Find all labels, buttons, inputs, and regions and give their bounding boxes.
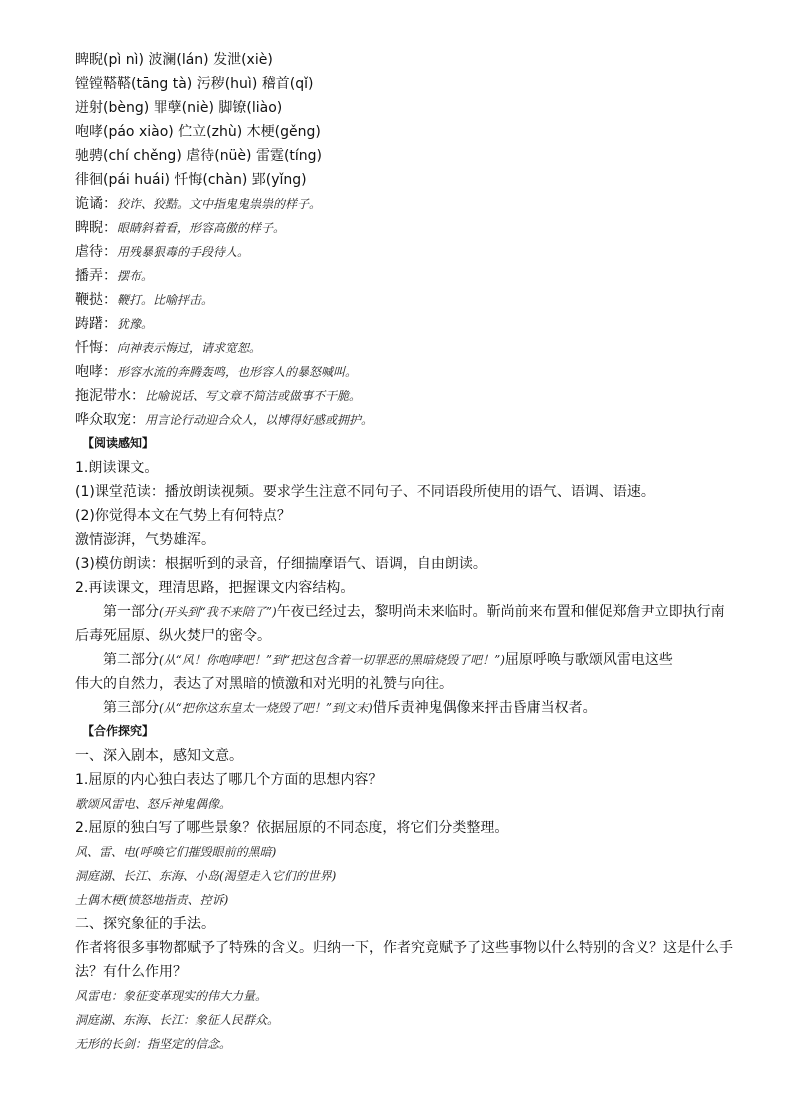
definition-text: 狡诈、狡黠。文中指鬼鬼祟祟的样子。 xyxy=(117,197,322,211)
answer-text: 风、雷、电(呼唤它们摧毁眼前的黑暗) xyxy=(75,845,277,859)
question-text: 1.屈原的内心独白表达了哪几个方面的思想内容？ xyxy=(75,772,383,788)
definition-text: 用残暴狠毒的手段待人。 xyxy=(117,245,250,259)
part-label: 第一部分 xyxy=(103,604,159,620)
question-text-continued: 法？有什么作用？ xyxy=(75,964,187,980)
part-range: (从“把你这东皇太一烧毁了吧！”到文末) xyxy=(159,701,373,715)
part-three xyxy=(103,699,597,717)
definition-text: 形容水流的奔腾轰鸣，也形容人的暴怒喊叫。 xyxy=(117,365,358,379)
answer-text: 土偶木梗(愤怒地指责、控诉) xyxy=(75,893,229,907)
definition-text: 比喻说话、写文章不简洁或做事不干脆。 xyxy=(145,389,362,403)
part-range: (从“风！你咆哮吧！”到“把这包含着一切罪恶的黑暗烧毁了吧！”) xyxy=(159,653,505,667)
definition-term: 睥睨： xyxy=(75,220,117,236)
answer-text: 风雷电：象征变革现实的伟大力量。 xyxy=(75,989,268,1003)
question-text: 1.朗读课文。 xyxy=(75,460,159,476)
answer-text: 歌颂风雷电、怒斥神鬼偶像。 xyxy=(75,797,232,811)
section-heading: 【阅读感知】 xyxy=(82,436,155,450)
definition-text: 犹豫。 xyxy=(117,317,154,331)
subsection-heading: 一、深入剧本，感知文意。 xyxy=(75,748,243,764)
answer-text: 洞庭湖、长江、东海、小岛(渴望走入它们的世界) xyxy=(75,869,337,883)
vocab-line: 睥睨(pì nì) 波澜(lán) 发泄(xiè) xyxy=(75,52,273,68)
section-heading: 【合作探究】 xyxy=(82,724,155,738)
definition-text: 向神表示悔过，请求宽恕。 xyxy=(117,341,262,355)
definition-term: 鞭挞： xyxy=(75,292,117,308)
definition-term: 咆哮： xyxy=(75,364,117,380)
definition-item xyxy=(75,363,357,381)
definition-term: 拖泥带水： xyxy=(75,388,145,404)
part-summary: 午夜已经过去，黎明尚未来临时。靳尚前来布置和催促郑詹尹立即执行南 xyxy=(276,604,725,620)
vocab-line: 驰骋(chí chěng) 虐待(nüè) 雷霆(tíng) xyxy=(75,148,323,164)
definition-item xyxy=(75,291,213,309)
definition-item xyxy=(75,411,373,429)
paragraph: (2)你觉得本文在气势上有何特点？ xyxy=(75,508,291,524)
definition-item xyxy=(75,387,361,405)
definition-item xyxy=(75,195,321,213)
part-two xyxy=(103,651,673,669)
paragraph: (1)课堂范读：播放朗读视频。要求学生注意不同句子、不同语段所使用的语气、语调、语速。 xyxy=(75,484,655,500)
definition-term: 忏悔： xyxy=(75,340,117,356)
answer-text: 激情澎湃，气势雄浑。 xyxy=(75,532,215,548)
definition-item xyxy=(75,219,285,237)
definition-term: 踌躇： xyxy=(75,316,117,332)
part-summary: 屈原呼唤与歌颂风雷电这些 xyxy=(504,652,673,668)
definition-term: 虐待： xyxy=(75,244,117,260)
paragraph: (3)模仿朗读：根据听到的录音，仔细揣摩语气、语调，自由朗读。 xyxy=(75,556,487,572)
part-one-continued: 后毒死屈原、纵火焚尸的密令。 xyxy=(75,628,271,644)
definition-text: 用言论行动迎合众人，以博得好感或拥护。 xyxy=(145,413,374,427)
definition-item xyxy=(75,315,153,333)
part-one xyxy=(103,603,725,621)
vocab-line: 徘徊(pái huái) 忏悔(chàn) 郢(yǐng) xyxy=(75,172,307,188)
vocab-line: 咆哮(páo xiào) 伫立(zhù) 木梗(gěng) xyxy=(75,124,321,140)
vocab-line: 迸射(bèng) 罪孽(niè) 脚镣(liào) xyxy=(75,100,283,116)
definition-item xyxy=(75,339,261,357)
part-summary: 借斥责神鬼偶像来抨击昏庸当权者。 xyxy=(372,700,597,716)
vocab-line: 镗镗鞳鞳(tāng tà) 污秽(huì) 稽首(qǐ) xyxy=(75,76,314,92)
definition-item xyxy=(75,267,153,285)
definition-item xyxy=(75,243,249,261)
part-label: 第三部分 xyxy=(103,700,159,716)
definition-text: 眼睛斜着看，形容高傲的样子。 xyxy=(117,221,286,235)
definition-term: 哗众取宠： xyxy=(75,412,145,428)
subsection-heading: 二、探究象征的手法。 xyxy=(75,916,215,932)
part-two-continued: 伟大的自然力，表达了对黑暗的愤激和对光明的礼赞与向往。 xyxy=(75,676,453,692)
definition-text: 摆布。 xyxy=(117,269,154,283)
definition-term: 播弄： xyxy=(75,268,117,284)
question-text: 2.屈原的独白写了哪些景象？依据屈原的不同态度，将它们分类整理。 xyxy=(75,820,509,836)
definition-text: 鞭打。比喻抨击。 xyxy=(117,293,214,307)
question-text: 2.再读课文，理清思路，把握课文内容结构。 xyxy=(75,580,355,596)
question-text: 作者将很多事物都赋予了特殊的含义。归纳一下，作者究竟赋予了这些事物以什么特别的含义？这是什么手 xyxy=(75,940,733,956)
answer-text: 洞庭湖、东海、长江：象征人民群众。 xyxy=(75,1013,280,1027)
part-label: 第二部分 xyxy=(103,652,159,668)
part-range: (开头到“我不来陪了”) xyxy=(159,605,277,619)
answer-text: 无形的长剑：指坚定的信念。 xyxy=(75,1037,232,1051)
definition-term: 诡谲： xyxy=(75,196,117,212)
